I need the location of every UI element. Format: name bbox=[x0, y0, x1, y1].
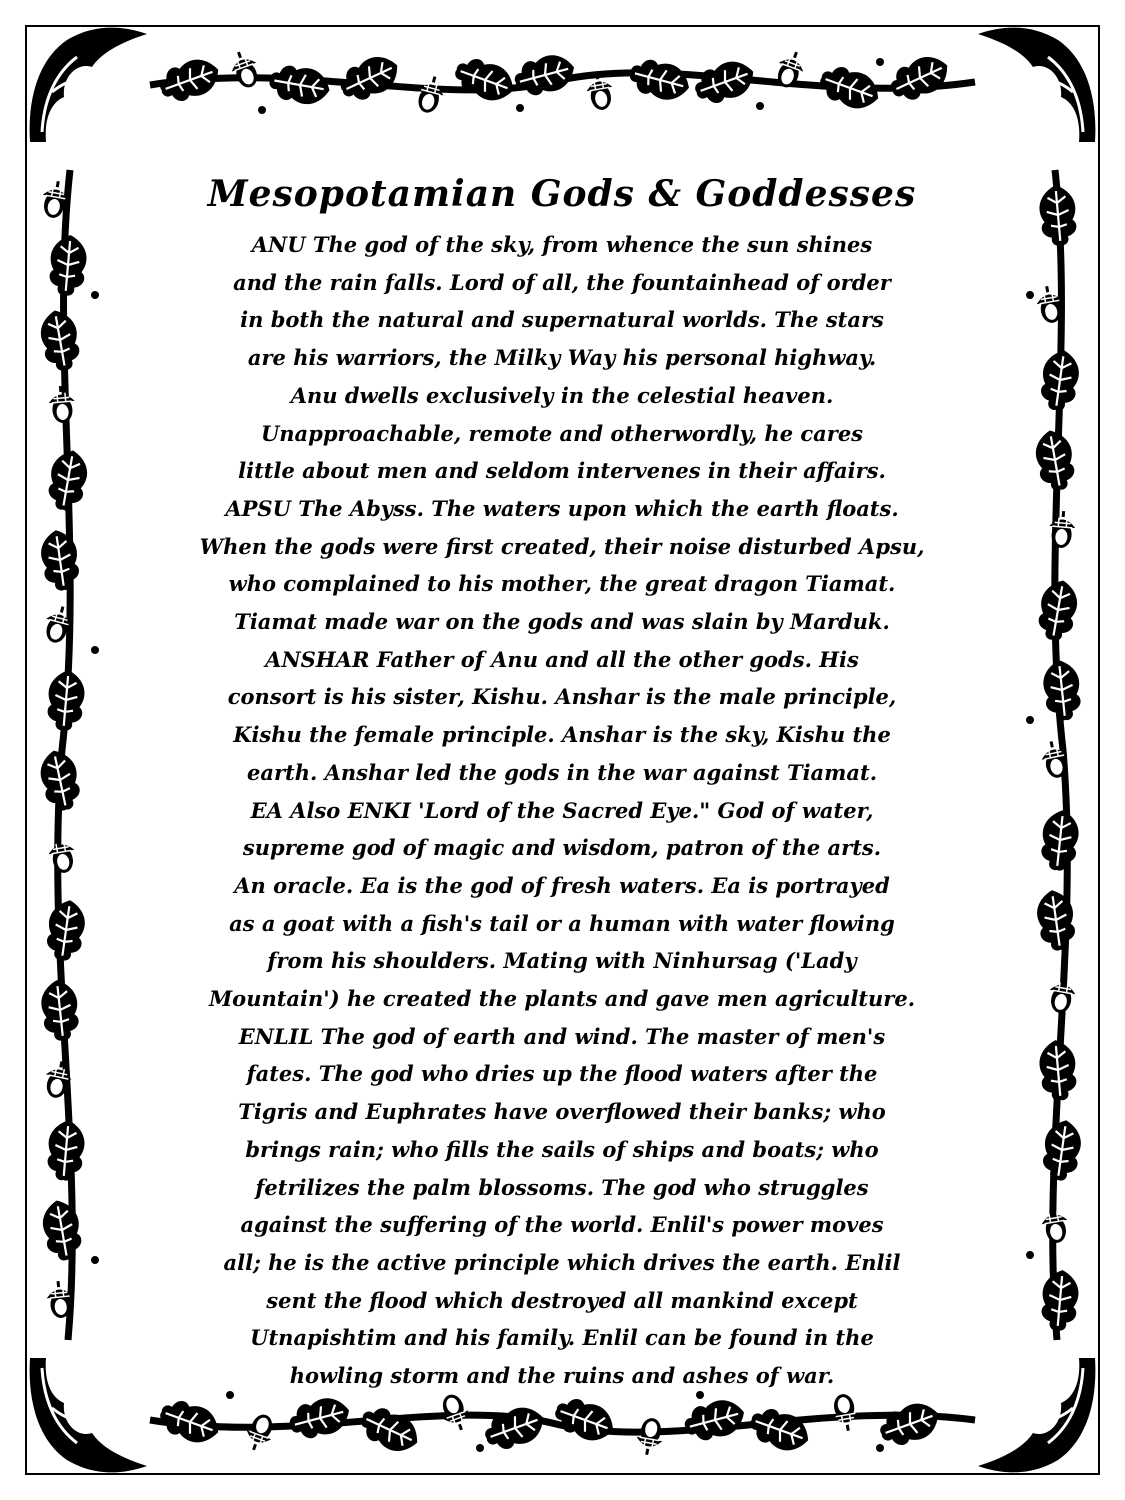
text-line: brings rain; who fills the sails of ships and boats; who bbox=[245, 1136, 879, 1162]
text-line: Anu dwells exclusively in the celestial heaven. bbox=[290, 382, 834, 408]
text-line: sent the flood which destroyed all mankind except bbox=[266, 1287, 858, 1313]
text-line: When the gods were first created, their noise disturbed Apsu, bbox=[199, 533, 925, 559]
text-line: howling storm and the ruins and ashes of war. bbox=[289, 1363, 835, 1389]
text-line: EA Also ENKI 'Lord of the Sacred Eye." God of water, bbox=[250, 797, 874, 823]
text-line: An oracle. Ea is the god of fresh waters. Ea is portrayed bbox=[234, 872, 890, 898]
text-line: against the suffering of the world. Enlil's power moves bbox=[240, 1212, 884, 1238]
text-line: and the rain falls. Lord of all, the fountainhead of order bbox=[233, 269, 891, 295]
body-text bbox=[112, 226, 1012, 1395]
text-line: APSU The Abyss. The waters upon which the earth floats. bbox=[225, 495, 899, 521]
text-line: little about men and seldom intervenes in their affairs. bbox=[238, 458, 886, 484]
corner-ornament-top-right bbox=[978, 28, 1095, 142]
left-border-vine bbox=[36, 170, 99, 1340]
text-line: Mountain') he created the plants and gave men agriculture. bbox=[208, 986, 916, 1012]
text-line: from his shoulders. Mating with Ninhursag ('Lady bbox=[267, 948, 857, 974]
document-body bbox=[112, 168, 1012, 1408]
text-line: consort is his sister, Kishu. Anshar is the male principle, bbox=[227, 684, 897, 710]
text-line: as a goat with a fish's tail or a human with water flowing bbox=[229, 910, 895, 936]
top-border-vine bbox=[150, 48, 975, 116]
text-line: Kishu the female principle. Anshar is the sky, Kishu the bbox=[233, 722, 891, 748]
text-line: all; he is the active principle which drives the earth. Enlil bbox=[223, 1249, 901, 1275]
text-line: ANU The god of the sky, from whence the sun shines bbox=[251, 232, 873, 257]
corner-ornament-top-left bbox=[30, 28, 147, 142]
text-line: Tigris and Euphrates have overflowed their banks; who bbox=[238, 1099, 886, 1125]
text-line: in both the natural and supernatural worlds. The stars bbox=[240, 307, 884, 333]
text-line: Tiamat made war on the gods and was slain by Marduk. bbox=[234, 609, 890, 635]
text-line: earth. Anshar led the gods in the war against Tiamat. bbox=[246, 759, 878, 785]
right-border-vine bbox=[1026, 170, 1084, 1340]
text-line: ANSHAR Father of Anu and all the other gods. His bbox=[265, 646, 859, 672]
text-line: Utnapishtim and his family. Enlil can be found in the bbox=[250, 1325, 874, 1351]
text-line: Unapproachable, remote and otherwordly, he cares bbox=[260, 420, 864, 446]
text-line: ENLIL The god of earth and wind. The master of men's bbox=[238, 1023, 886, 1049]
text-line: are his warriors, the Milky Way his personal highway. bbox=[247, 345, 877, 371]
text-line: fates. The god who dries up the flood waters after the bbox=[246, 1061, 878, 1087]
text-line: supreme god of magic and wisdom, patron of the arts. bbox=[242, 835, 882, 861]
text-line: who complained to his mother, the great dragon Tiamat. bbox=[228, 571, 896, 597]
page-title: Mesopotamian Gods & Goddesses bbox=[207, 173, 917, 215]
text-line: fetrilizes the palm blossoms. The god who struggles bbox=[255, 1174, 869, 1200]
